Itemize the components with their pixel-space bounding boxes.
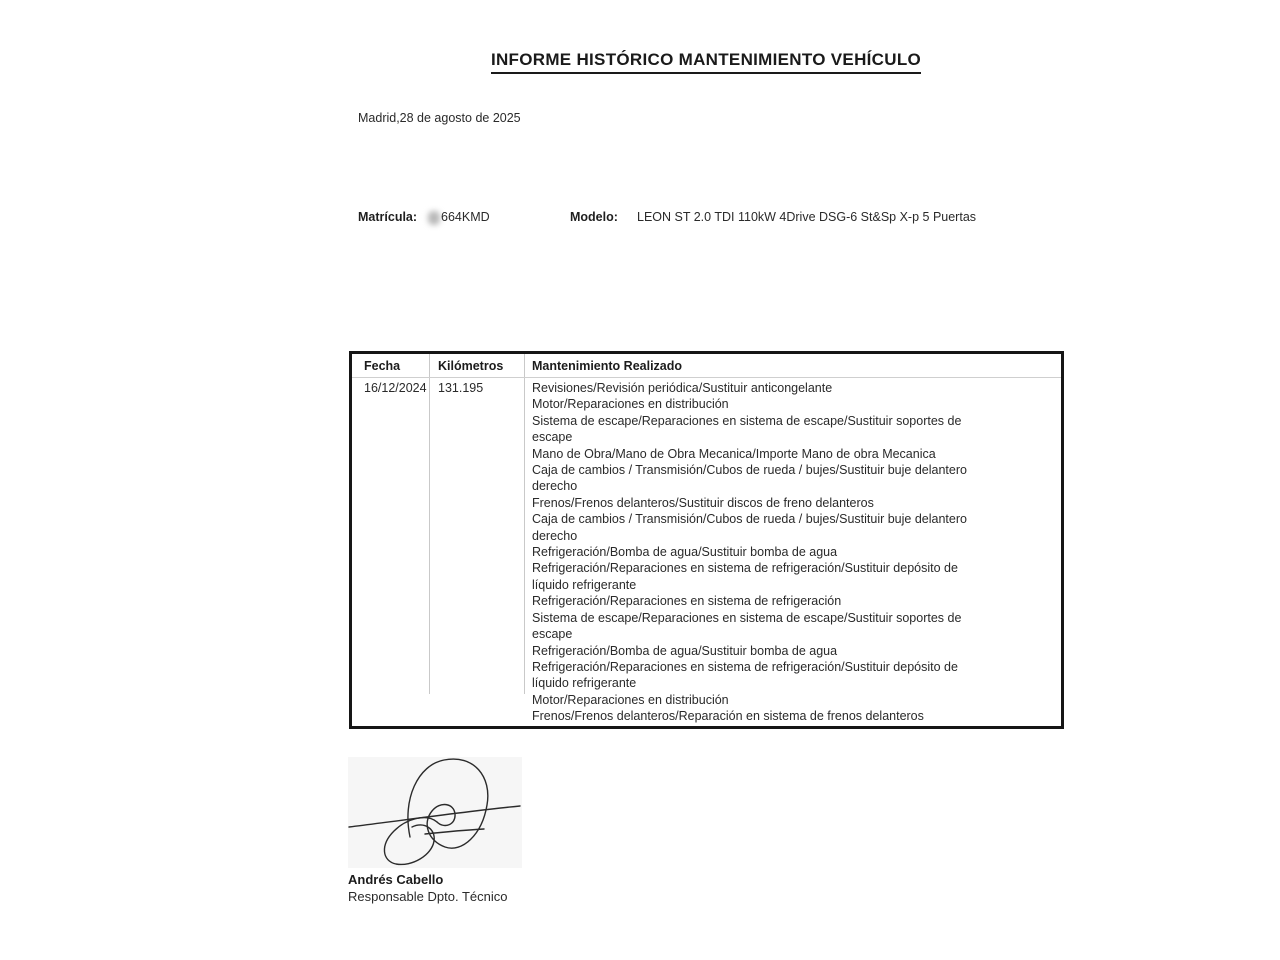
maintenance-line: Sistema de escape/Reparaciones en sistema de escape/Sustituir soportes de xyxy=(532,610,962,625)
signature-box xyxy=(348,757,522,868)
modelo-label: Modelo: xyxy=(570,210,618,224)
table-header-kilometros: Kilómetros xyxy=(438,359,504,373)
date-line: Madrid,28 de agosto de 2025 xyxy=(358,111,521,125)
maintenance-line: Caja de cambios / Transmisión/Cubos de rueda / bujes/Sustituir buje delantero xyxy=(532,512,967,527)
maintenance-line: Frenos/Frenos delanteros/Sustituir discos de freno delanteros xyxy=(532,495,874,510)
modelo-value: LEON ST 2.0 TDI 110kW 4Drive DSG-6 St&Sp X-p 5 Puertas xyxy=(637,210,977,224)
fecha-cell: 16/12/2024 xyxy=(364,381,427,395)
signatory-role: Responsable Dpto. Técnico xyxy=(348,889,508,904)
page-title: INFORME HISTÓRICO MANTENIMIENTO VEHÍCULO xyxy=(491,50,921,74)
maintenance-line: Caja de cambios / Transmisión/Cubos de rueda / bujes/Sustituir buje delantero xyxy=(532,463,967,478)
maintenance-line: Motor/Reparaciones en distribución xyxy=(532,692,729,707)
maintenance-line: líquido refrigerante xyxy=(532,676,637,691)
maintenance-line: Sistema de escape/Reparaciones en sistema de escape/Sustituir soportes de xyxy=(532,413,962,428)
maintenance-line: escape xyxy=(532,627,573,642)
column-separator-1 xyxy=(429,354,430,694)
maintenance-line: Refrigeración/Reparaciones en sistema de refrigeración/Sustituir depósito de xyxy=(532,659,958,674)
kilometros-cell: 131.195 xyxy=(438,381,484,395)
signatory-name: Andrés Cabello xyxy=(348,872,444,887)
header-rule xyxy=(352,377,1061,378)
table-header-fecha: Fecha xyxy=(364,359,401,373)
maintenance-line: Motor/Reparaciones en distribución xyxy=(532,397,729,412)
matricula-label: Matrícula: xyxy=(358,210,418,224)
maintenance-table xyxy=(349,351,1064,729)
title-wrap xyxy=(348,50,1064,74)
maintenance-line: Revisiones/Revisión periódica/Sustituir anticongelante xyxy=(532,381,833,395)
signature-scribble-image xyxy=(348,757,522,868)
maintenance-line: escape xyxy=(532,430,573,445)
column-separator-2 xyxy=(524,354,525,694)
maintenance-line: Refrigeración/Reparaciones en sistema de refrigeración xyxy=(532,594,842,609)
matricula-redacted-smudge xyxy=(428,211,440,225)
maintenance-line: Refrigeración/Bomba de agua/Sustituir bomba de agua xyxy=(532,545,838,560)
maintenance-line: Refrigeración/Reparaciones en sistema de refrigeración/Sustituir depósito de xyxy=(532,561,958,576)
maintenance-line: derecho xyxy=(532,528,578,543)
matricula-value: 664KMD xyxy=(441,210,490,224)
maintenance-line: Frenos/Frenos delanteros/Reparación en sistema de frenos delanteros xyxy=(532,709,924,724)
maintenance-line: derecho xyxy=(532,479,578,494)
maintenance-line: líquido refrigerante xyxy=(532,577,637,592)
maintenance-line: Refrigeración/Bomba de agua/Sustituir bomba de agua xyxy=(532,643,838,658)
maintenance-line: Mano de Obra/Mano de Obra Mecanica/Importe Mano de obra Mecanica xyxy=(532,446,936,461)
maintenance-list xyxy=(532,380,1052,725)
table-header-mantenimiento: Mantenimiento Realizado xyxy=(532,359,683,373)
